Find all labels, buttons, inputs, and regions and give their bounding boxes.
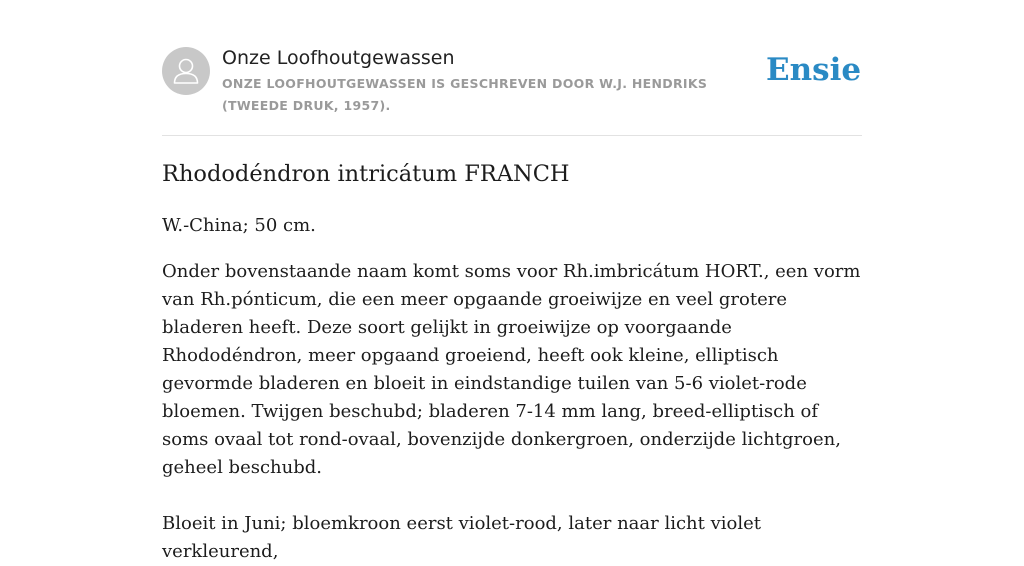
entry-content — [162, 156, 862, 566]
user-icon — [162, 47, 210, 95]
source-description: ONZE LOOFHOUTGEWASSEN IS GESCHREVEN DOOR W.J. HENDRIKS (TWEEDE DRUK, 1957). — [222, 76, 708, 113]
source-header — [162, 46, 862, 136]
header-divider — [162, 135, 862, 136]
entry-title: Rhododéndron intricátum FRANCH — [162, 161, 570, 187]
entry-paragraph-origin: W.-China; 50 cm. — [162, 215, 316, 236]
entry-paragraph-flowering: Bloeit in Juni; bloemkroon eerst violet-rood, later naar licht violet verkleurend, — [162, 513, 762, 562]
source-title[interactable]: Onze Loofhoutgewassen — [222, 47, 455, 69]
entry-paragraph-description: Onder bovenstaande naam komt soms voor Rh.imbricátum HORT., een vorm van Rh.pónticum, die een meer opgaande groeiwijze en veel grotere bladeren heeft. Deze soort gelijkt in groeiwijze op voorgaande Rhododéndron, meer opgaand groeiend, heeft ook kleine, elliptisch gevormde bladeren en bloeit in eindstandige tuilen van 5-6 violet-rode bloemen. Twijgen beschubd; bladeren 7-14 mm lang, breed-elliptisch of soms ovaal tot rond-ovaal, bovenzijde donkergroen, onderzijde lichtgroen, geheel beschubd. — [162, 261, 861, 478]
ensie-logo[interactable]: Ensie — [766, 52, 862, 88]
